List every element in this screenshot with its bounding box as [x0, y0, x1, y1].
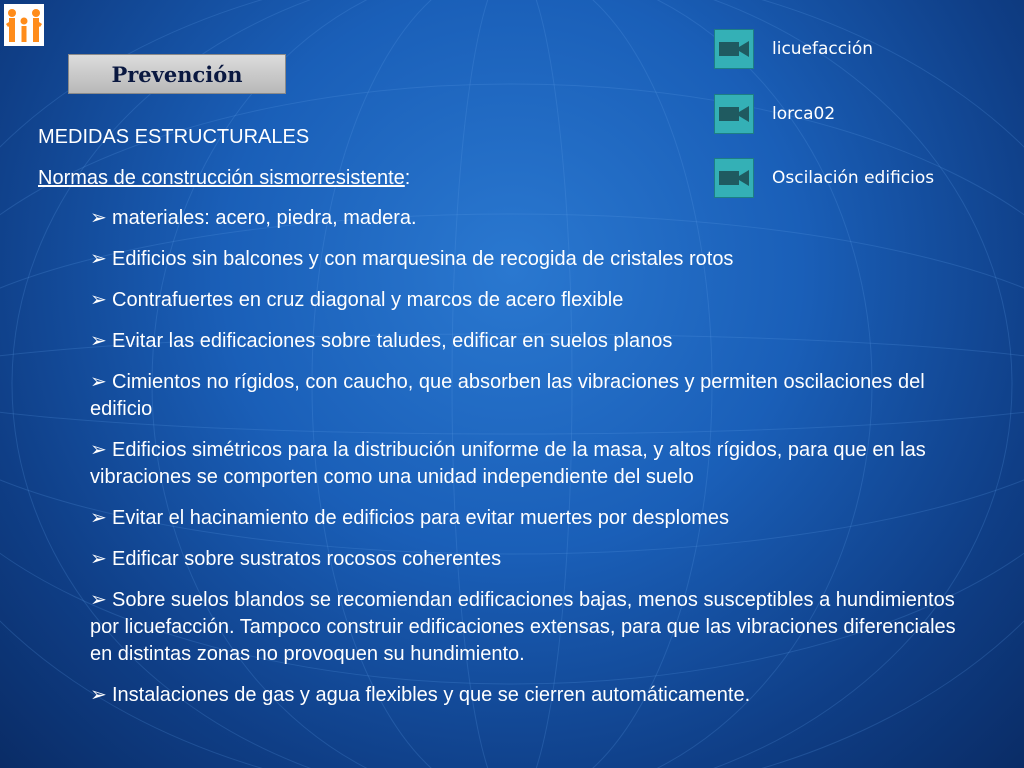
list-item	[90, 587, 958, 668]
video-link-licuefaccion[interactable]	[714, 29, 873, 69]
video-camera-icon[interactable]	[714, 29, 754, 69]
arrow-bullet-icon: ➢	[90, 371, 107, 393]
arrow-bullet-icon: ➢	[90, 684, 107, 706]
list-item-text: Sobre suelos blandos se recomiendan edificaciones bajas, menos susceptibles a hundimientos por licuefacción. Tampoco construir edificaciones extensas, para que las vibraciones diferenciales en distintas zonas no provoquen su hundimiento.	[90, 589, 956, 665]
list-item	[90, 437, 958, 491]
list-item-text: Edificios sin balcones y con marquesina de recogida de cristales rotos	[112, 248, 734, 270]
video-link-label[interactable]: Oscilación edificios	[772, 168, 935, 188]
list-item-text: Edificar sobre sustratos rocosos coherentes	[112, 548, 502, 570]
arrow-bullet-icon: ➢	[90, 548, 107, 570]
list-item	[90, 682, 958, 709]
list-item	[90, 205, 958, 232]
arrow-bullet-icon: ➢	[90, 248, 107, 270]
list-item-text: Contrafuertes en cruz diagonal y marcos de acero flexible	[112, 289, 624, 311]
arrow-bullet-icon: ➢	[90, 289, 107, 311]
subheading-text: Normas de construcción sismorresistente	[38, 167, 405, 189]
list-item	[90, 369, 958, 423]
section-subheading	[38, 165, 958, 192]
measures-list	[38, 205, 958, 709]
list-item-text: Cimientos no rígidos, con caucho, que absorben las vibraciones y permiten oscilaciones del edificio	[90, 371, 925, 420]
list-item-text: Instalaciones de gas y agua flexibles y que se cierren automáticamente.	[112, 684, 751, 706]
arrow-bullet-icon: ➢	[90, 439, 107, 461]
list-item	[90, 287, 958, 314]
arrow-bullet-icon: ➢	[90, 330, 107, 352]
list-item	[90, 328, 958, 355]
list-item-text: Evitar las edificaciones sobre taludes, edificar en suelos planos	[112, 330, 673, 352]
section-heading: MEDIDAS ESTRUCTURALES	[38, 126, 310, 148]
list-item	[90, 546, 958, 573]
video-link-label[interactable]: lorca02	[772, 104, 836, 124]
arrow-bullet-icon: ➢	[90, 207, 107, 229]
list-item	[90, 505, 958, 532]
arrow-bullet-icon: ➢	[90, 507, 107, 529]
list-item-text: Evitar el hacinamiento de edificios para evitar muertes por desplomes	[112, 507, 729, 529]
family-logo-icon	[4, 4, 44, 46]
subheading-colon: :	[404, 167, 411, 189]
page-title: Prevención	[68, 54, 286, 94]
list-item-text: Edificios simétricos para la distribución uniforme de la masa, y altos rígidos, para que en las vibraciones se comporten como una unidad independiente del suelo	[90, 439, 926, 488]
arrow-bullet-icon: ➢	[90, 589, 107, 611]
list-item-text: materiales: acero, piedra, madera.	[112, 207, 417, 229]
slide-body	[38, 124, 958, 723]
video-link-label[interactable]: licuefacción	[772, 39, 874, 59]
list-item	[90, 246, 958, 273]
